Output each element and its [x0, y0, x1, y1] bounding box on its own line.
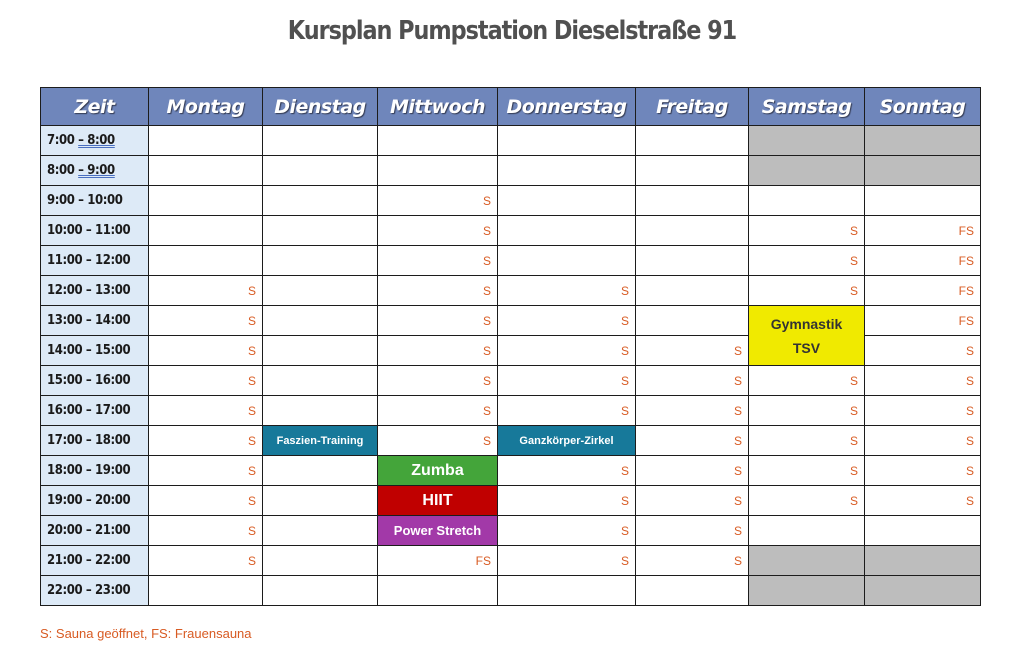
slot-montag: S — [149, 426, 263, 456]
slot-dienstag — [263, 546, 378, 576]
slot-freitag — [636, 186, 749, 216]
slot-dienstag — [263, 396, 378, 426]
header-samstag: Samstag — [749, 88, 865, 126]
time-cell: 9:00 – 10:00 — [41, 186, 149, 216]
schedule-body — [41, 126, 981, 606]
course-powerstretch — [378, 516, 498, 546]
slot-freitag — [636, 156, 749, 186]
slot-samstag: S — [749, 246, 865, 276]
closed-cell-sonntag — [865, 156, 981, 186]
slot-sonntag: S — [865, 426, 981, 456]
slot-sonntag: S — [865, 396, 981, 426]
slot-donnerstag: S — [498, 486, 636, 516]
slot-dienstag — [263, 366, 378, 396]
slot-montag: S — [149, 456, 263, 486]
table-row — [41, 396, 981, 426]
table-row — [41, 306, 981, 336]
course-gym — [749, 306, 865, 366]
slot-dienstag — [263, 336, 378, 366]
slot-samstag: S — [749, 276, 865, 306]
slot-freitag — [636, 576, 749, 606]
header-zeit: Zeit — [41, 88, 149, 126]
slot-donnerstag: S — [498, 456, 636, 486]
table-row — [41, 456, 981, 486]
slot-sonntag — [865, 516, 981, 546]
slot-montag — [149, 186, 263, 216]
slot-donnerstag: S — [498, 306, 636, 336]
slot-sonntag: S — [865, 366, 981, 396]
slot-donnerstag: S — [498, 546, 636, 576]
slot-freitag — [636, 276, 749, 306]
slot-montag: S — [149, 396, 263, 426]
slot-mittwoch: S — [378, 426, 498, 456]
time-cell: 10:00 – 11:00 — [41, 216, 149, 246]
slot-sonntag: FS — [865, 246, 981, 276]
closed-cell-samstag — [749, 126, 865, 156]
slot-montag — [149, 246, 263, 276]
slot-mittwoch: S — [378, 396, 498, 426]
page-title: Kursplan Pumpstation Dieselstraße 91 — [287, 16, 737, 46]
slot-mittwoch — [378, 156, 498, 186]
table-row — [41, 516, 981, 546]
slot-mittwoch: FS — [378, 546, 498, 576]
header-mittwoch: Mittwoch — [378, 88, 498, 126]
closed-cell-sonntag — [865, 546, 981, 576]
slot-freitag: S — [636, 486, 749, 516]
closed-cell-samstag — [749, 156, 865, 186]
course-label: HIIT — [422, 491, 453, 509]
time-cell: 12:00 – 13:00 — [41, 276, 149, 306]
time-cell — [41, 156, 149, 186]
header-sonntag: Sonntag — [865, 88, 981, 126]
slot-dienstag — [263, 186, 378, 216]
slot-dienstag — [263, 306, 378, 336]
course-label: Faszien-Training — [276, 434, 364, 447]
slot-samstag: S — [749, 486, 865, 516]
time-cell: 21:00 – 22:00 — [41, 546, 149, 576]
course-hiit — [378, 486, 498, 516]
slot-montag: S — [149, 306, 263, 336]
time-cell: 14:00 – 15:00 — [41, 336, 149, 366]
slot-sonntag: FS — [865, 306, 981, 336]
slot-freitag: S — [636, 366, 749, 396]
slot-freitag — [636, 306, 749, 336]
slot-sonntag: FS — [865, 216, 981, 246]
slot-montag: S — [149, 336, 263, 366]
slot-freitag — [636, 126, 749, 156]
course-zumba — [378, 456, 498, 486]
header-montag: Montag — [149, 88, 263, 126]
slot-freitag — [636, 216, 749, 246]
slot-dienstag — [263, 486, 378, 516]
slot-mittwoch: S — [378, 336, 498, 366]
slot-donnerstag — [498, 216, 636, 246]
slot-sonntag: S — [865, 456, 981, 486]
closed-cell-samstag — [749, 546, 865, 576]
slot-donnerstag — [498, 156, 636, 186]
header-freitag: Freitag — [636, 88, 749, 126]
slot-montag: S — [149, 516, 263, 546]
slot-donnerstag: S — [498, 366, 636, 396]
slot-freitag: S — [636, 456, 749, 486]
course-label: Gymnastik — [770, 315, 843, 332]
slot-mittwoch: S — [378, 306, 498, 336]
slot-donnerstag — [498, 126, 636, 156]
slot-donnerstag: S — [498, 396, 636, 426]
slot-sonntag: FS — [865, 276, 981, 306]
slot-montag: S — [149, 276, 263, 306]
table-row — [41, 546, 981, 576]
table-row — [41, 366, 981, 396]
slot-montag: S — [149, 486, 263, 516]
table-row — [41, 486, 981, 516]
time-label: 7:00 – 8:00 — [47, 133, 115, 148]
slot-dienstag — [263, 516, 378, 546]
slot-donnerstag: S — [498, 336, 636, 366]
slot-mittwoch: S — [378, 246, 498, 276]
slot-samstag: S — [749, 366, 865, 396]
course-ganzkoerper — [498, 426, 636, 456]
slot-donnerstag — [498, 186, 636, 216]
time-label: 8:00 – 9:00 — [47, 163, 115, 178]
closed-cell-sonntag — [865, 126, 981, 156]
table-row — [41, 126, 981, 156]
slot-dienstag — [263, 246, 378, 276]
slot-samstag: S — [749, 396, 865, 426]
slot-sonntag: S — [865, 336, 981, 366]
slot-freitag: S — [636, 336, 749, 366]
legend: S: Sauna geöffnet, FS: Frauensauna — [40, 626, 252, 641]
header-dienstag: Dienstag — [263, 88, 378, 126]
slot-montag — [149, 576, 263, 606]
slot-samstag: S — [749, 216, 865, 246]
slot-donnerstag: S — [498, 276, 636, 306]
time-cell: 17:00 – 18:00 — [41, 426, 149, 456]
slot-dienstag — [263, 216, 378, 246]
slot-mittwoch: S — [378, 276, 498, 306]
slot-montag — [149, 216, 263, 246]
slot-freitag: S — [636, 516, 749, 546]
slot-donnerstag — [498, 576, 636, 606]
slot-dienstag — [263, 276, 378, 306]
slot-montag: S — [149, 546, 263, 576]
course-label: Power Stretch — [393, 523, 482, 538]
slot-samstag: S — [749, 426, 865, 456]
table-row — [41, 276, 981, 306]
slot-montag: S — [149, 366, 263, 396]
time-cell: 15:00 – 16:00 — [41, 366, 149, 396]
slot-donnerstag — [498, 246, 636, 276]
slot-samstag — [749, 516, 865, 546]
table-row — [41, 216, 981, 246]
slot-mittwoch — [378, 126, 498, 156]
slot-sonntag — [865, 186, 981, 216]
slot-dienstag — [263, 576, 378, 606]
closed-cell-samstag — [749, 576, 865, 606]
time-cell — [41, 126, 149, 156]
slot-mittwoch: S — [378, 366, 498, 396]
table-row — [41, 156, 981, 186]
slot-sonntag: S — [865, 486, 981, 516]
slot-freitag — [636, 246, 749, 276]
slot-mittwoch — [378, 576, 498, 606]
header-row — [41, 88, 981, 126]
time-cell: 18:00 – 19:00 — [41, 456, 149, 486]
slot-dienstag — [263, 126, 378, 156]
slot-dienstag — [263, 156, 378, 186]
slot-samstag — [749, 186, 865, 216]
table-row — [41, 576, 981, 606]
slot-freitag: S — [636, 426, 749, 456]
slot-freitag: S — [636, 396, 749, 426]
slot-mittwoch: S — [378, 186, 498, 216]
course-label: Ganzkörper-Zirkel — [519, 434, 614, 447]
slot-freitag: S — [636, 546, 749, 576]
time-cell: 16:00 – 17:00 — [41, 396, 149, 426]
header-donnerstag: Donnerstag — [498, 88, 636, 126]
course-label: Zumba — [411, 461, 464, 479]
table-row — [41, 246, 981, 276]
closed-cell-sonntag — [865, 576, 981, 606]
table-row — [41, 426, 981, 456]
time-cell: 20:00 – 21:00 — [41, 516, 149, 546]
course-faszien — [263, 426, 378, 456]
time-cell: 22:00 – 23:00 — [41, 576, 149, 606]
course-label: TSV — [792, 339, 821, 356]
slot-montag — [149, 156, 263, 186]
table-row — [41, 186, 981, 216]
slot-mittwoch: S — [378, 216, 498, 246]
course-schedule-table — [40, 87, 981, 606]
slot-montag — [149, 126, 263, 156]
slot-donnerstag: S — [498, 516, 636, 546]
time-cell: 13:00 – 14:00 — [41, 306, 149, 336]
slot-samstag: S — [749, 456, 865, 486]
time-cell: 19:00 – 20:00 — [41, 486, 149, 516]
slot-dienstag — [263, 456, 378, 486]
time-cell: 11:00 – 12:00 — [41, 246, 149, 276]
